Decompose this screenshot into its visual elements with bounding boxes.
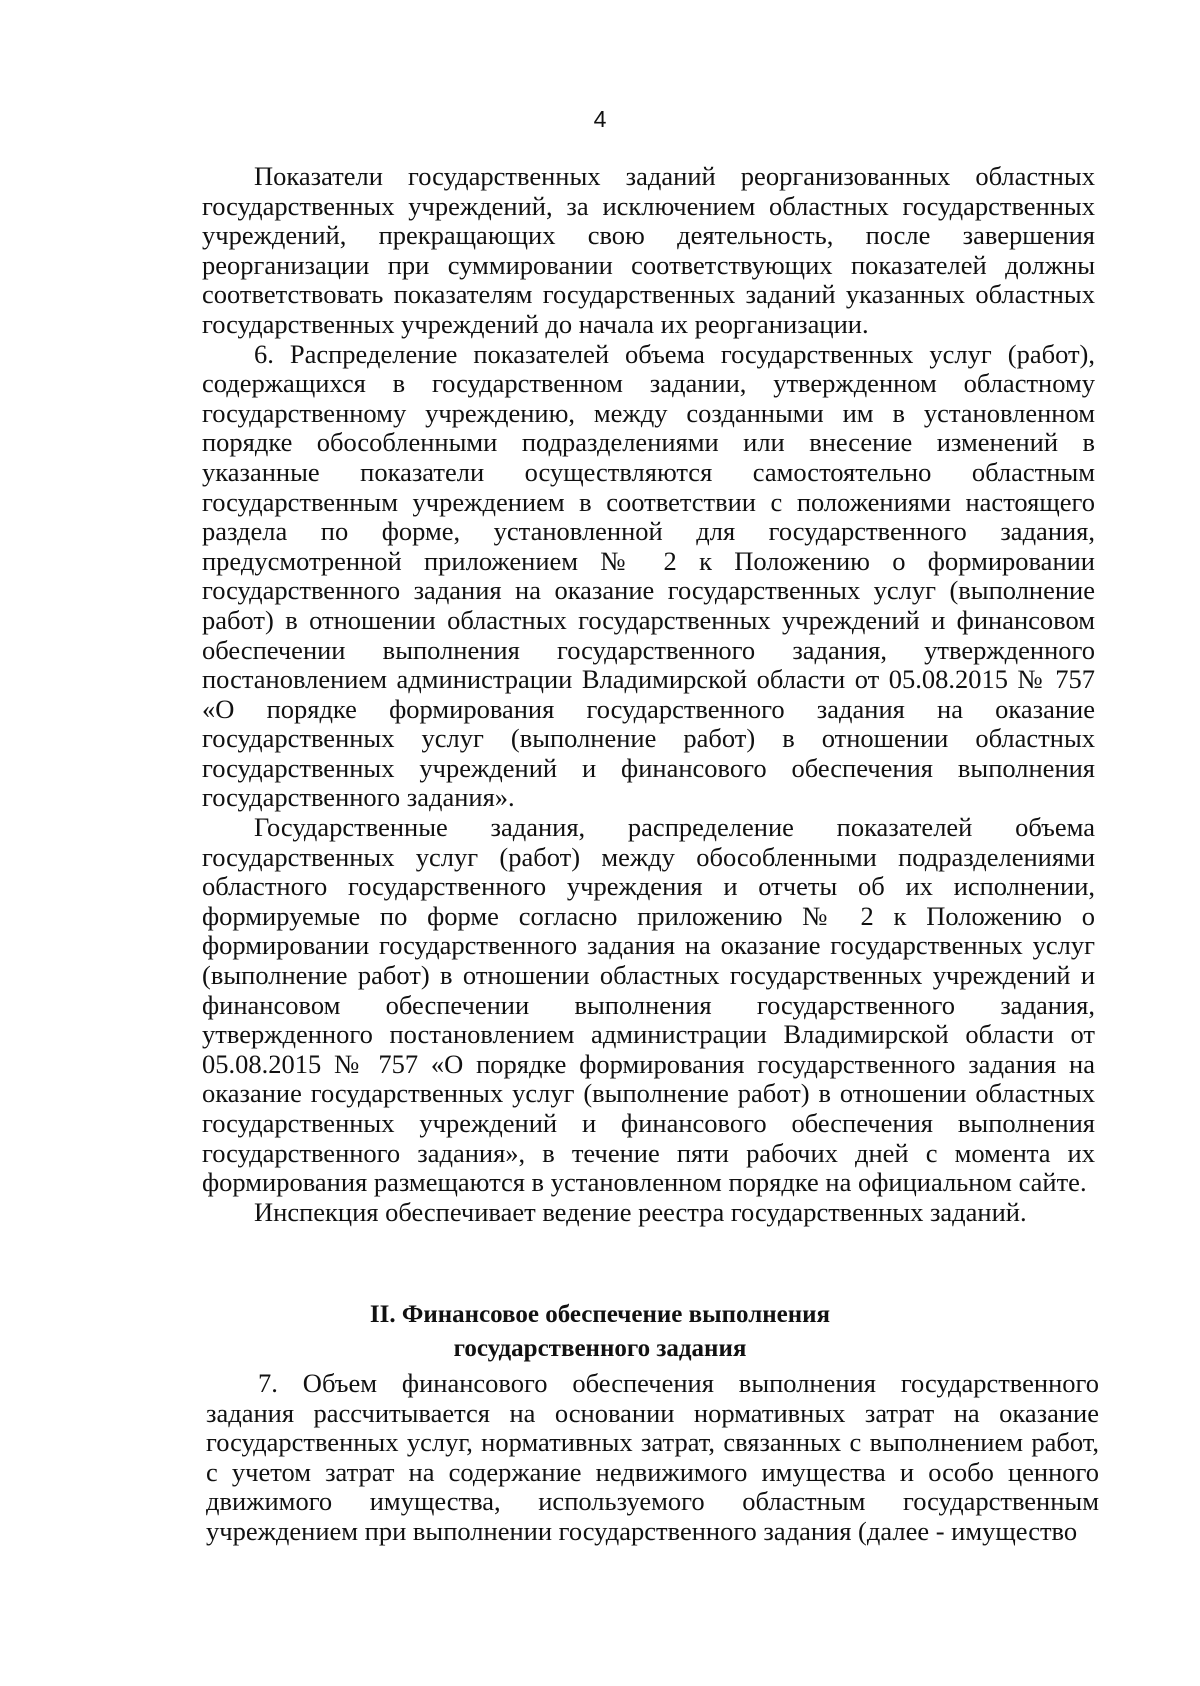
paragraph-6-distribution: 6. Распределение показателей объема государственных услуг (работ), содержащихся в государственном задании, утвержденном областному государственному учреждению, между созданными им в установленном порядке обособленными подразделениями или внесение изменений в указанные показатели осуществляются самостоятельно областным государственным учреждением в соответствии с положениями настоящего раздела по форме, установленной для государственного задания, предусмотренной приложением № 2 к Положению о формировании государственного задания на оказание государственных услуг (выполнение работ) в отношении областных государственных учреждений и финансовом обеспечении выполнения государственного задания, утвержденного постановлением администрации Владимирской области от 05.08.2015 № 757 «О порядке формирования государственного задания на оказание государственных услуг (выполнение работ) в отношении областных государственных учреждений и финансового обеспечения выполнения государственного задания».: [202, 338, 1095, 813]
section-heading-line2: государственного задания: [453, 1335, 747, 1362]
paragraph-inspection-registry: Инспекция обеспечивает ведение реестра государственных заданий.: [254, 1196, 1027, 1227]
document-body-section-2: [206, 1369, 1099, 1547]
document-body: [202, 162, 1095, 1227]
section-heading-line1: II. Финансовое обеспечение выполнения: [369, 1301, 831, 1328]
paragraph-publication: Государственные задания, распределение показателей объема государственных услуг (работ) между обособленными подразделениями областного государственного учреждения и отчеты об их исполнении, формируемые по форме согласно приложению № 2 к Положению о формировании государственного задания на оказание государственных услуг (выполнение работ) в отношении областных государственных учреждений и финансовом обеспечении выполнения государственного задания, утвержденного постановлением администрации Владимирской области от 05.08.2015 № 757 «О порядке формирования государственного задания на оказание государственных услуг (выполнение работ) в отношении областных государственных учреждений и финансового обеспечения выполнения государственного задания», в течение пяти рабочих дней с момента их формирования размещаются в установленном порядке на официальном сайте.: [202, 812, 1095, 1198]
page-number: 4: [593, 106, 607, 132]
section-heading: [0, 1298, 1200, 1366]
paragraph-reorganization-indicators: Показатели государственных заданий реорганизованных областных государственных учреждений, за исключением областных государственных учреждений, прекращающих свою деятельность, после завершения реорганизации при суммировании соответствующих показателей должны соответствовать показателям государственных заданий указанных областных государственных учреждений до начала их реорганизации.: [202, 161, 1095, 339]
paragraph-7-financing: 7. Объем финансового обеспечения выполнения государственного задания рассчитывается на основании нормативных затрат на оказание государственных услуг, нормативных затрат, связанных с выполнением работ, с учетом затрат на содержание недвижимого имущества и особо ценного движимого имущества, используемого областным государственным учреждением при выполнении государственного задания (далее - имущество: [206, 1368, 1099, 1546]
